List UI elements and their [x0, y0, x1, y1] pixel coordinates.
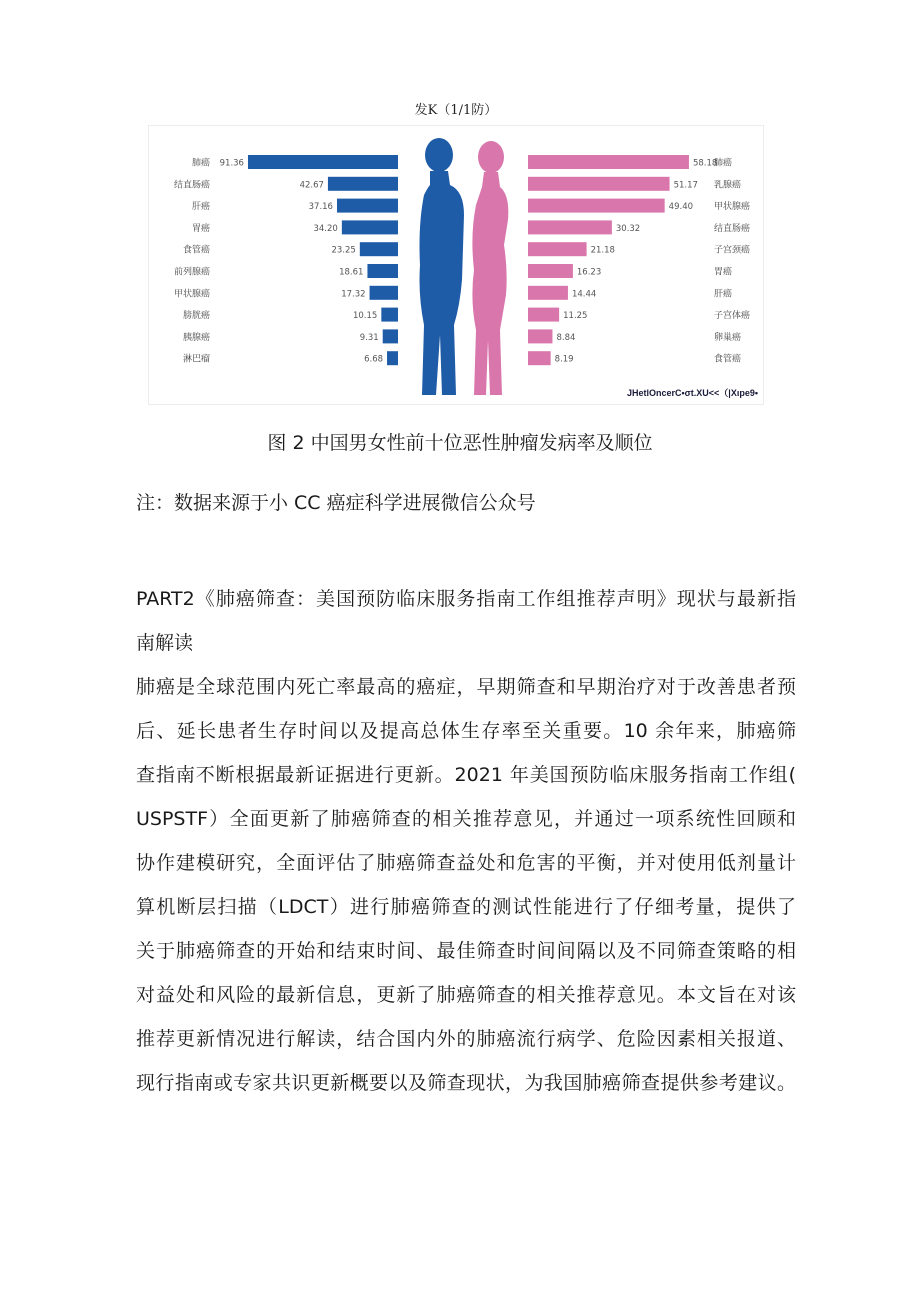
male-head [425, 138, 453, 172]
male-bar [381, 308, 398, 322]
male-bar-value-label: 17.32 [341, 289, 366, 300]
cancer-incidence-figure [148, 95, 764, 407]
male-bar [367, 264, 398, 278]
male-category-label: 淋巴瘤 [182, 354, 210, 365]
body-paragraph [136, 665, 796, 1105]
female-bar [528, 264, 573, 278]
heading-line: 南解读 [136, 632, 194, 654]
male-bar-value-label: 91.36 [219, 158, 244, 169]
female-category-label: 结直肠癌 [714, 223, 751, 234]
figure-caption: 图 2 中国男女性前十位恶性肿瘤发病率及顺位 [267, 432, 653, 454]
male-bar [337, 199, 398, 213]
male-category-label: 肝癌 [191, 202, 210, 213]
male-bar [360, 242, 398, 256]
female-bar [528, 308, 559, 322]
female-category-label: 子宫颈癌 [714, 245, 751, 256]
male-bar [248, 155, 398, 169]
female-bar-value-label: 51.17 [673, 180, 698, 191]
female-bar-value-label: 14.44 [571, 289, 597, 300]
male-body [420, 171, 465, 395]
body-line: 关于肺癌筛查的开始和结束时间、最佳筛查时间间隔以及不同筛查策略的相 [136, 940, 796, 962]
female-category-label: 肝癌 [714, 289, 733, 300]
figure-source-logo: JHetlOncerC•σt.XU<<（|Xιpe9• [626, 388, 758, 398]
female-bar-value-label: 30.32 [615, 223, 641, 234]
female-category-label: 乳腺癌 [714, 180, 742, 191]
male-bar-value-label: 18.61 [339, 267, 364, 278]
male-category-label: 肺癌 [191, 158, 210, 169]
female-category-label: 卵巢癌 [714, 332, 742, 343]
female-bar [528, 329, 552, 343]
female-category-label: 子宫体癌 [714, 311, 751, 322]
female-bar-value-label: 16.23 [576, 267, 602, 278]
male-category-label: 甲状腺癌 [173, 289, 210, 300]
female-category-label: 胃癌 [714, 267, 733, 278]
male-category-label: 胰腺癌 [182, 332, 210, 343]
male-bar [370, 286, 398, 300]
body-line: 肺癌是全球范围内死亡率最高的癌症，早期筛查和早期治疗对于改善患者预 [136, 676, 796, 698]
male-bar-value-label: 9.31 [359, 332, 379, 343]
female-bar-value-label: 8.19 [554, 354, 574, 365]
male-category-label: 胃癌 [191, 223, 210, 234]
female-bar [528, 351, 551, 365]
male-bar [387, 351, 398, 365]
male-bar-value-label: 23.25 [331, 245, 356, 256]
female-bar-value-label: 11.25 [563, 311, 588, 322]
data-source-note: 注：数据来源于小 CC 癌症科学进展微信公众号 [136, 492, 536, 514]
female-bar [528, 199, 665, 213]
male-category-label: 膀胱癌 [182, 311, 210, 322]
female-bar-value-label: 58.18 [692, 158, 718, 169]
female-category-label: 甲状腺癌 [714, 202, 751, 213]
male-bar [383, 329, 398, 343]
female-body [472, 172, 508, 395]
female-bar [528, 242, 587, 256]
male-bar-value-label: 34.20 [313, 223, 338, 234]
male-bar [342, 220, 398, 234]
female-bar [528, 177, 670, 191]
male-category-label: 结直肠癌 [173, 180, 210, 191]
body-line: 协作建模研究，全面评估了肺癌筛查益处和危害的平衡，并对使用低剂量计 [136, 852, 796, 874]
body-line: 查指南不断根据最新证据进行更新。2021 年美国预防临床服务指南工作组( [136, 764, 796, 786]
male-bar-value-label: 6.68 [364, 354, 384, 365]
body-line: 现行指南或专家共识更新概要以及筛查现状，为我国肺癌筛查提供参考建议。 [136, 1072, 796, 1094]
female-bar [528, 220, 612, 234]
section-heading [136, 577, 796, 665]
male-bar [328, 177, 398, 191]
male-silhouette [420, 138, 465, 395]
female-bar [528, 286, 568, 300]
female-category-label: 食管癌 [714, 354, 742, 365]
male-category-label: 前列腺癌 [173, 267, 210, 278]
female-category-label: 肺癌 [714, 158, 733, 169]
body-line: 对益处和风险的最新信息，更新了肺癌筛查的相关推荐意见。本文旨在对该 [136, 984, 796, 1006]
female-bar [528, 155, 689, 169]
male-category-label: 食管癌 [182, 245, 210, 256]
female-bar-value-label: 49.40 [668, 202, 694, 213]
heading-line: PART2《肺癌筛查：美国预防临床服务指南工作组推荐声明》现状与最新指 [136, 588, 796, 610]
incidence-chart [148, 95, 764, 407]
figure-title: 发K（1/1防） [414, 103, 498, 118]
female-bar-value-label: 8.84 [556, 332, 576, 343]
female-bar-value-label: 21.18 [590, 245, 615, 256]
female-head [478, 141, 504, 173]
body-line: 推荐更新情况进行解读，结合国内外的肺癌流行病学、危险因素相关报道、 [136, 1028, 796, 1050]
male-bar-value-label: 42.67 [299, 180, 324, 191]
male-bar-value-label: 10.15 [352, 311, 378, 322]
female-silhouette [472, 141, 508, 395]
body-line: 后、延长患者生存时间以及提高总体生存率至关重要。10 余年来，肺癌筛 [136, 720, 796, 742]
male-bar-value-label: 37.16 [308, 202, 333, 213]
body-line: 算机断层扫描（LDCT）进行肺癌筛查的测试性能进行了仔细考量，提供了 [136, 896, 796, 918]
body-line: USPSTF）全面更新了肺癌筛查的相关推荐意见，并通过一项系统性回顾和 [136, 808, 796, 830]
